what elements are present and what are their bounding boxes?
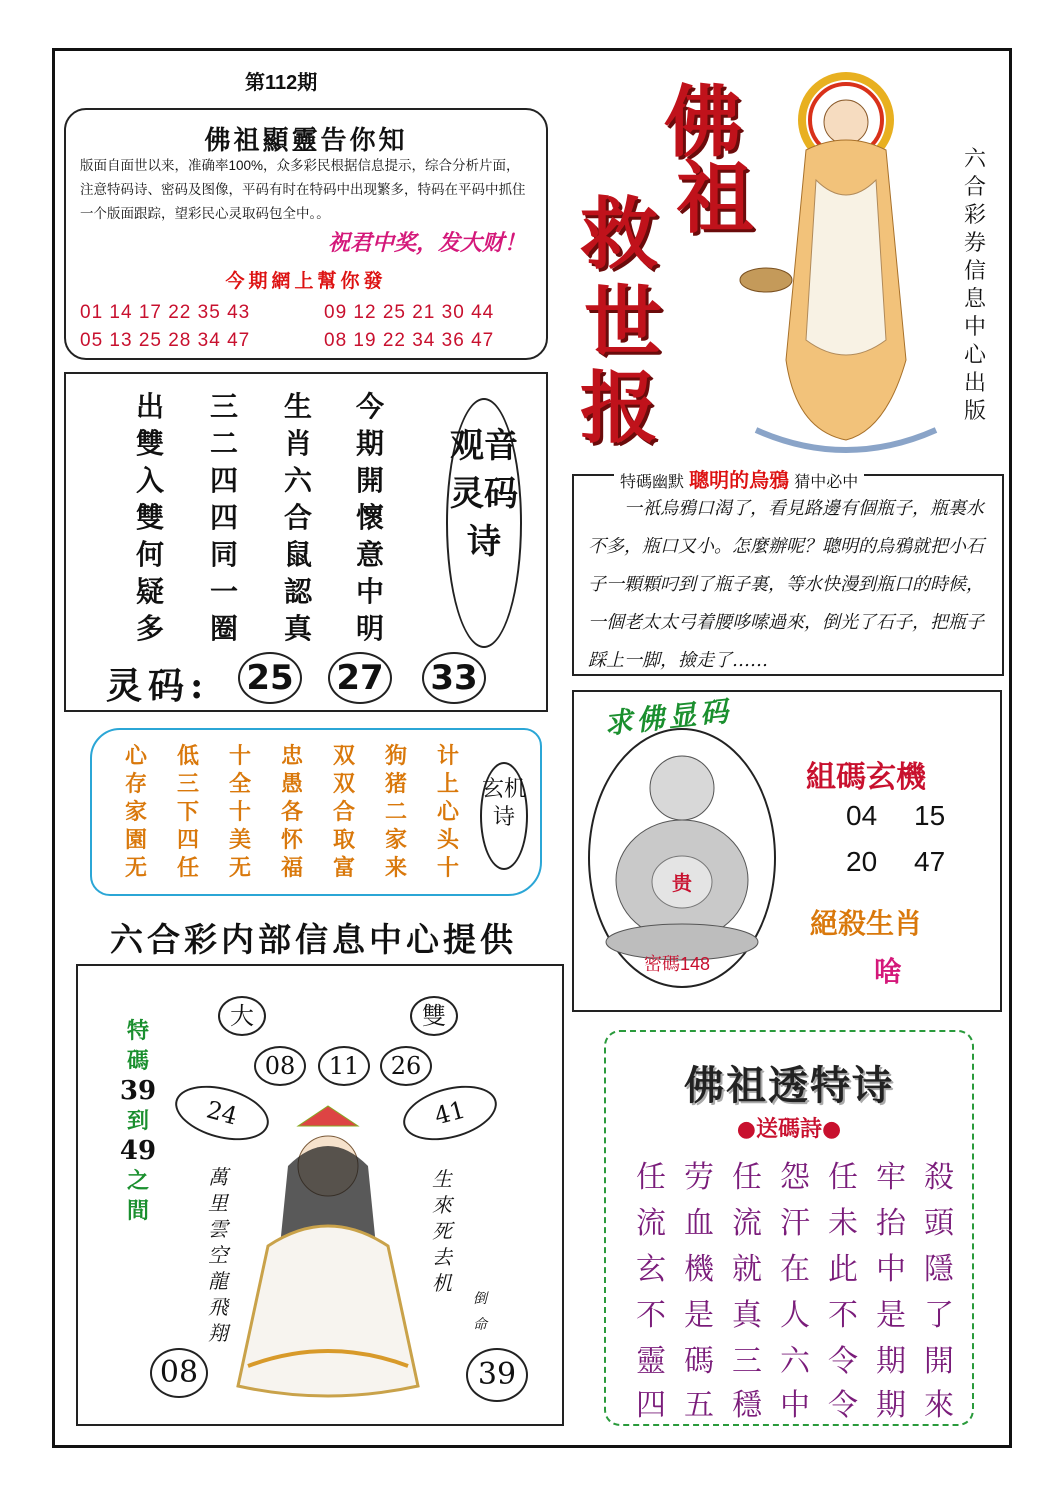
xuanji-column: 低三下四任 <box>176 743 199 881</box>
title-char-1: 佛 <box>664 77 743 168</box>
notice-wish: 祝君中奖，发大财！ <box>327 230 526 256</box>
guanyin-numbers-box <box>76 964 564 1426</box>
notice-box <box>64 108 548 360</box>
laughing-buddha-image <box>590 730 774 986</box>
gui-char: 贵 <box>672 871 692 895</box>
left-vertical-text: 萬里雲空龍飛翔 <box>208 1165 228 1345</box>
corner-number-left: 08 <box>150 1348 208 1398</box>
poem-column: 出雙入雙何疑多 <box>135 390 164 645</box>
qiu-fo-title: 求佛显码 <box>602 694 734 741</box>
net-title: 今期網上幫你發 <box>225 270 387 292</box>
combo-box <box>572 690 1002 1012</box>
tema-char: 間 <box>126 1198 149 1224</box>
tema-poem-subtitle: ●送碼詩● <box>736 1116 842 1142</box>
kill-title: 絕殺生肖 <box>810 907 923 940</box>
notice-body: 版面自面世以来，准确率100%，众多彩民根据信息提示，综合分析片面，注意特码诗、密码及图像，平码有时在特码中出现繁多，特码在平码中抓住一个版面跟踪，望彩民心灵取码包全中。。 <box>80 158 526 221</box>
riddle-prefix: 特碼幽默 <box>620 472 685 491</box>
right-oval-number: 41 <box>397 1076 503 1149</box>
title-char-4: 世 <box>584 277 663 368</box>
riddle-box <box>572 468 1004 676</box>
combo-number: 04 <box>846 800 878 831</box>
lingma-number: 25 <box>238 652 302 704</box>
xuanji-poem <box>90 728 542 896</box>
tema-poem-row: 流血流汗未抬頭 <box>636 1206 972 1241</box>
poem-column: 生肖六合鼠認真 <box>283 390 312 645</box>
numbers-right-1: 09 12 25 21 30 44 <box>324 302 495 323</box>
right-vertical-text: 生來死去机 <box>432 1167 452 1295</box>
tema-char: 到 <box>126 1108 149 1134</box>
kill-value: 啥 <box>874 955 903 988</box>
number-circle: 08 <box>254 1046 306 1086</box>
tema-poem-row: 靈碼三六令期開 <box>636 1344 972 1379</box>
lingma-number: 27 <box>328 652 392 704</box>
publisher-text: 六合彩券信息中心出版 <box>963 147 986 424</box>
riddle-header <box>614 464 864 493</box>
xuanji-column: 双双合取富 <box>332 743 355 881</box>
numbers-left-2: 05 13 25 28 34 47 <box>80 330 251 351</box>
guanyin-illustration <box>736 60 946 460</box>
tema-poem-title: 佛祖透特诗 <box>684 1062 894 1109</box>
tema-range <box>118 1016 158 1226</box>
tema-char: 之 <box>126 1168 149 1194</box>
mima-text: 密碼148 <box>644 954 711 974</box>
number-circle: 26 <box>380 1046 432 1086</box>
riddle-text: 一衹烏鴉口渴了，看見路邊有個瓶子，瓶裏水不多，瓶口又小。怎麼辦呢？聰明的烏鴉就把小石子一顆顆叼到了瓶子裏，等水快漫到瓶口的時候，一個老太太弓着腰哆嗦過來，倒光了石子，把瓶子踩上一脚，撿走了…… <box>588 498 984 671</box>
right-vertical-text-2: 倒命 <box>473 1291 487 1333</box>
poem-label: 观音灵码诗 <box>446 398 522 648</box>
xuanji-label: 玄机诗 <box>480 762 528 870</box>
combo-number: 47 <box>914 846 946 877</box>
combo-number: 20 <box>846 846 878 877</box>
combo-number: 15 <box>914 800 946 831</box>
tema-poem-row: 不是真人不是了 <box>636 1298 972 1333</box>
xuanji-column: 忠愚各怀福 <box>280 743 303 881</box>
numbers-right-2: 08 19 22 34 36 47 <box>324 330 495 351</box>
tema-char: 碼 <box>126 1048 149 1074</box>
issue-number: 第112期 <box>245 72 318 94</box>
notice-title: 佛祖顯靈告你知 <box>204 126 408 156</box>
combo-title: 組碼玄機 <box>806 760 926 795</box>
tema-poem-box <box>604 1030 974 1426</box>
double-label: 雙 <box>410 996 458 1036</box>
tema-number: 39 <box>119 1076 157 1106</box>
seated-guanyin-illustration <box>228 1106 428 1406</box>
numbers-left-1: 01 14 17 22 35 43 <box>80 302 251 323</box>
title-char-5: 报 <box>580 363 659 454</box>
poem-column: 三二四四同一圈 <box>209 390 238 645</box>
xuanji-column: 计上心头十 <box>436 743 459 881</box>
xuanji-column: 狗猪二家来 <box>384 743 407 881</box>
riddle-suffix: 猜中必中 <box>794 472 859 491</box>
tema-number: 49 <box>119 1136 157 1166</box>
poem-column: 今期開懷意中明 <box>355 390 384 645</box>
xuanji-column: 十全十美无 <box>228 743 251 881</box>
buddha-oval <box>588 728 776 988</box>
tema-char: 特 <box>126 1018 149 1044</box>
guanyin-code-poem <box>64 372 548 712</box>
xuanji-column: 心存家園无 <box>124 743 147 881</box>
big-label: 大 <box>218 996 266 1036</box>
left-oval-number: 24 <box>169 1076 275 1149</box>
corner-number-right: 39 <box>466 1348 528 1402</box>
provider-text: 六合彩内部信息中心提供 <box>110 920 517 959</box>
tema-poem-row: 玄機就在此中隱 <box>636 1252 972 1287</box>
tema-poem-row: 任劳任怨任牢殺 <box>636 1160 972 1195</box>
title-char-2: 祖 <box>676 153 755 244</box>
title-char-3: 救 <box>580 189 659 280</box>
tema-poem-row: 四五穩中令期來 <box>636 1388 972 1423</box>
lingma-number: 33 <box>422 652 486 704</box>
number-circle: 11 <box>318 1046 370 1086</box>
lingma-label: 灵码: <box>106 665 210 707</box>
riddle-title: 聰明的烏鴉 <box>689 468 790 492</box>
